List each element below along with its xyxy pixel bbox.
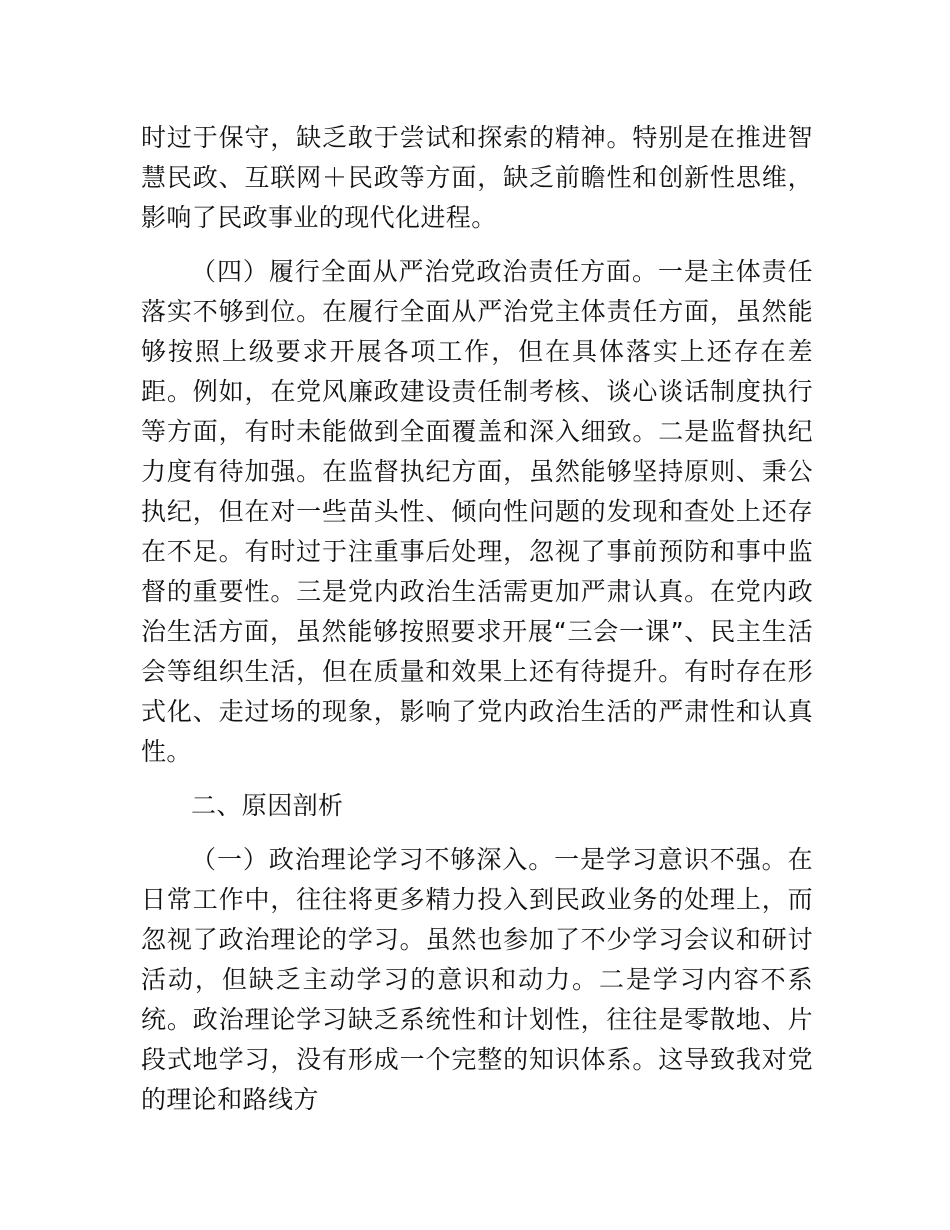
document-body: [141, 118, 813, 1134]
paragraph-political-theory-study: （一）政治理论学习不够深入。一是学习意识不强。在日常工作中，往往将更多精力投入到民政业务的处理上，而忽视了政治理论的学习。虽然也参加了不少学习会议和研讨活动，但缺乏主动学习的意识和动力。二是学习内容不系统。政治理论学习缺乏系统性和计划性，往往是零散地、片段式地学习，没有形成一个完整的知识体系。这导致我对党的理论和路线方: [141, 845, 813, 1114]
paragraph-continuation: 时过于保守，缺乏敢于尝试和探索的精神。特别是在推进智慧民政、互联网＋民政等方面，缺乏前瞻性和创新性思维，影响了民政事业的现代化进程。: [141, 123, 813, 232]
section-heading-cause-analysis: 二、原因剖析: [191, 791, 344, 820]
paragraph-party-responsibility: （四）履行全面从严治党政治责任方面。一是主体责任落实不够到位。在履行全面从严治党主体责任方面，虽然能够按照上级要求开展各项工作，但在具体落实上还存在差距。例如，在党风廉政建设责任制考核、谈心谈话制度执行等方面，有时未能做到全面覆盖和深入细致。二是监督执纪力度有待加强。在监督执纪方面，虽然能够坚持原则、秉公执纪，但在对一些苗头性、倾向性问题的发现和查处上还存在不足。有时过于注重事后处理，忽视了事前预防和事中监督的重要性。三是党内政治生活需更加严肃认真。在党内政治生活方面，虽然能够按照要求开展“三会一课”、民主生活会等组织生活，但在质量和效果上还有待提升。有时存在形式化、走过场的现象，影响了党内政治生活的严肃性和认真性。: [141, 257, 813, 766]
